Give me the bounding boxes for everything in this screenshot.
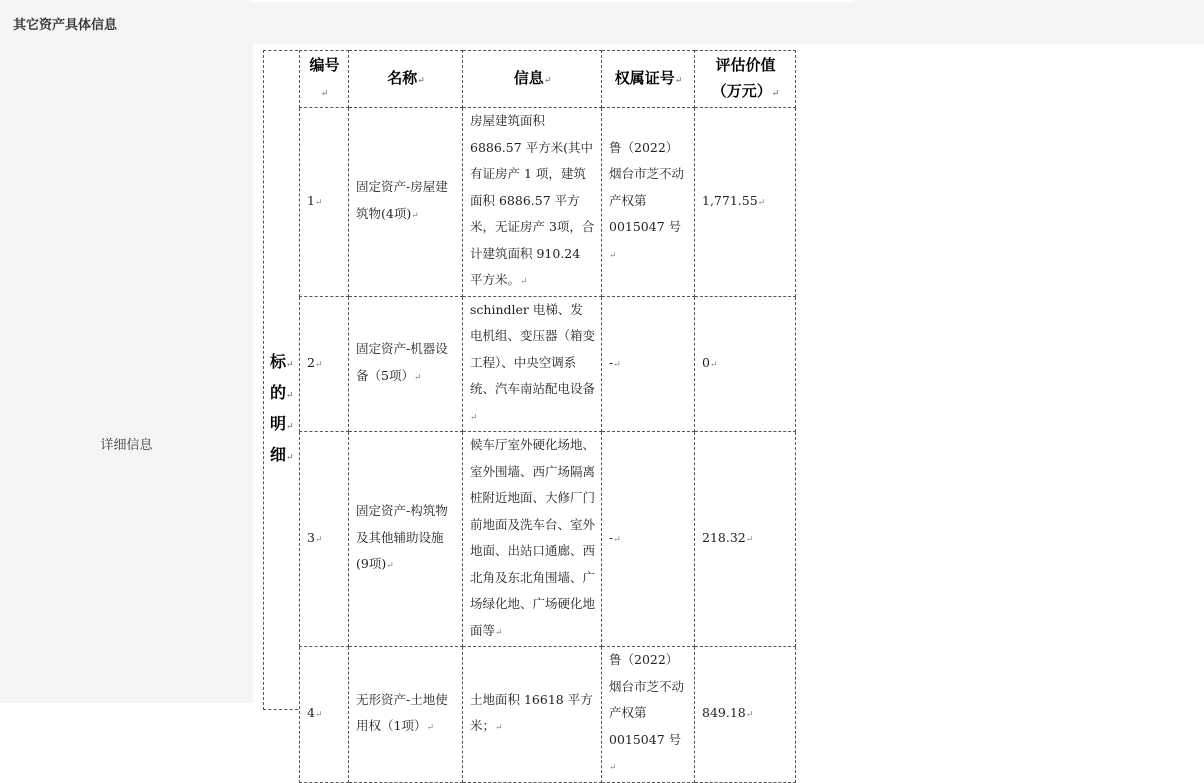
- table-row: [300, 296, 796, 432]
- table-header-row: [300, 51, 796, 108]
- row-value: 849.18↵: [695, 647, 796, 783]
- row-no: 2↵: [300, 296, 349, 432]
- header-top-line: [250, 0, 854, 2]
- header-info: 信息↵: [463, 51, 602, 108]
- row-info: 土地面积 16618 平方米；↵: [463, 647, 602, 783]
- row-value: 0↵: [695, 296, 796, 432]
- section-header: [0, 0, 1204, 44]
- row-cert: 鲁（2022）烟台市芝不动产权第 0015047 号↵: [602, 108, 695, 297]
- asset-detail-table: [299, 50, 796, 783]
- row-no: 4↵: [300, 647, 349, 783]
- block-label: [270, 348, 296, 472]
- row-info: 房屋建筑面积 6886.57 平方米(其中有证房产 1 项，建筑面积 6886.57 平方米，无证房产 3项，合计建筑面积 910.24 平方米。↵: [463, 108, 602, 297]
- table-row: [300, 432, 796, 647]
- header-no: 编号↵: [300, 51, 349, 108]
- row-name: 固定资产-机器设备（5项）↵: [349, 296, 463, 432]
- row-name: 固定资产-构筑物及其他辅助设施(9项)↵: [349, 432, 463, 647]
- section-title: 其它资产具体信息: [13, 18, 118, 33]
- block-label-char: 细↵: [270, 445, 294, 464]
- row-no: 1↵: [300, 108, 349, 297]
- field-label-column: [0, 44, 253, 703]
- row-info: 候车厅室外硬化场地、室外围墙、西广场隔离桩附近地面、大修厂门前地面及洗车台、室外地面、出站口通廊、西北角及东北角围墙、广场绿化地、广场硬化地面等↵: [463, 432, 602, 647]
- header-value: 评估价值（万元）↵: [695, 51, 796, 108]
- header-name: 名称↵: [349, 51, 463, 108]
- row-cert: -↵: [602, 296, 695, 432]
- row-no: 3↵: [300, 432, 349, 647]
- row-value: 218.32↵: [695, 432, 796, 647]
- header-cert: 权属证号↵: [602, 51, 695, 108]
- block-label-char: 标↵: [270, 352, 294, 371]
- block-label-char: 的↵: [270, 383, 294, 402]
- table-row: [300, 108, 796, 297]
- block-label-char: 明↵: [270, 414, 294, 433]
- field-label: 详细信息: [100, 438, 153, 453]
- row-value: 1,771.55↵: [695, 108, 796, 297]
- row-cert: 鲁（2022）烟台市芝不动产权第 0015047 号↵: [602, 647, 695, 783]
- row-info: schindler 电梯、发电机组、变压器（箱变工程）、中央空调系统、汽车南站配电设备↵: [463, 296, 602, 432]
- row-name: 无形资产-土地使用权（1项）↵: [349, 647, 463, 783]
- row-cert: -↵: [602, 432, 695, 647]
- row-name: 固定资产-房屋建筑物(4项)↵: [349, 108, 463, 297]
- table-row: [300, 647, 796, 783]
